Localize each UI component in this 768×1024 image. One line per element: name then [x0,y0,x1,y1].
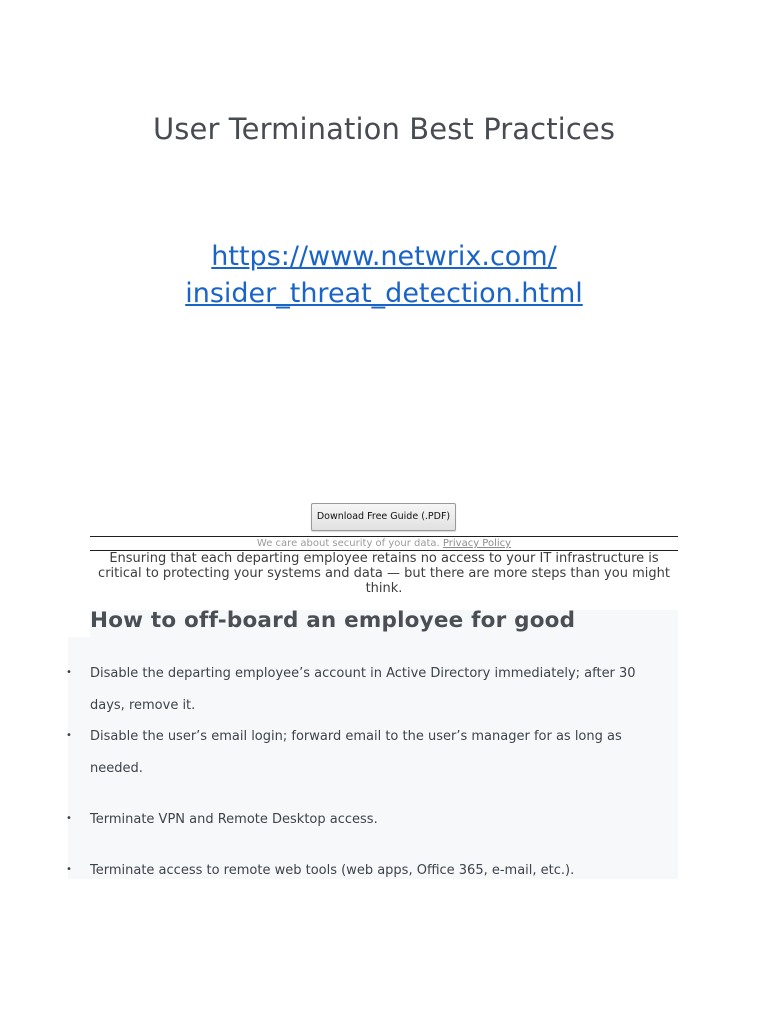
section-heading: How to off-board an employee for good [90,608,576,633]
list-item-text: Disable the user’s email login; forward email to the user’s manager for as long as needed. [90,729,622,776]
bullet-icon: • [66,730,72,741]
source-link-line-2[interactable]: insider_threat_detection.html [185,278,583,309]
list-item-text: Terminate VPN and Remote Desktop access. [90,812,378,827]
download-guide-button[interactable]: Download Free Guide (.PDF) [311,503,456,531]
source-link[interactable] [0,238,768,312]
bullet-icon: • [66,864,72,875]
privacy-policy-link[interactable]: Privacy Policy [442,538,512,549]
bullet-icon: • [66,813,72,824]
page-title: User Termination Best Practices [152,112,616,146]
content-panel-notch [68,610,90,637]
intro-paragraph: Ensuring that each departing employee retains no access to your IT infrastructure is critical to protecting your systems and data — but there are more steps than you might think. [98,551,670,596]
privacy-note [90,537,678,550]
privacy-note-text: We care about security of your data. [256,538,440,549]
list-item-text: Terminate access to remote web tools (web apps, Office 365, e-mail, etc.). [90,863,575,878]
list-item-text: Disable the departing employee’s account in Active Directory immediately; after 30 days, remove it. [90,666,636,713]
bullet-icon: • [66,667,72,678]
source-link-line-1[interactable]: https://www.netwrix.com/ [211,241,557,272]
